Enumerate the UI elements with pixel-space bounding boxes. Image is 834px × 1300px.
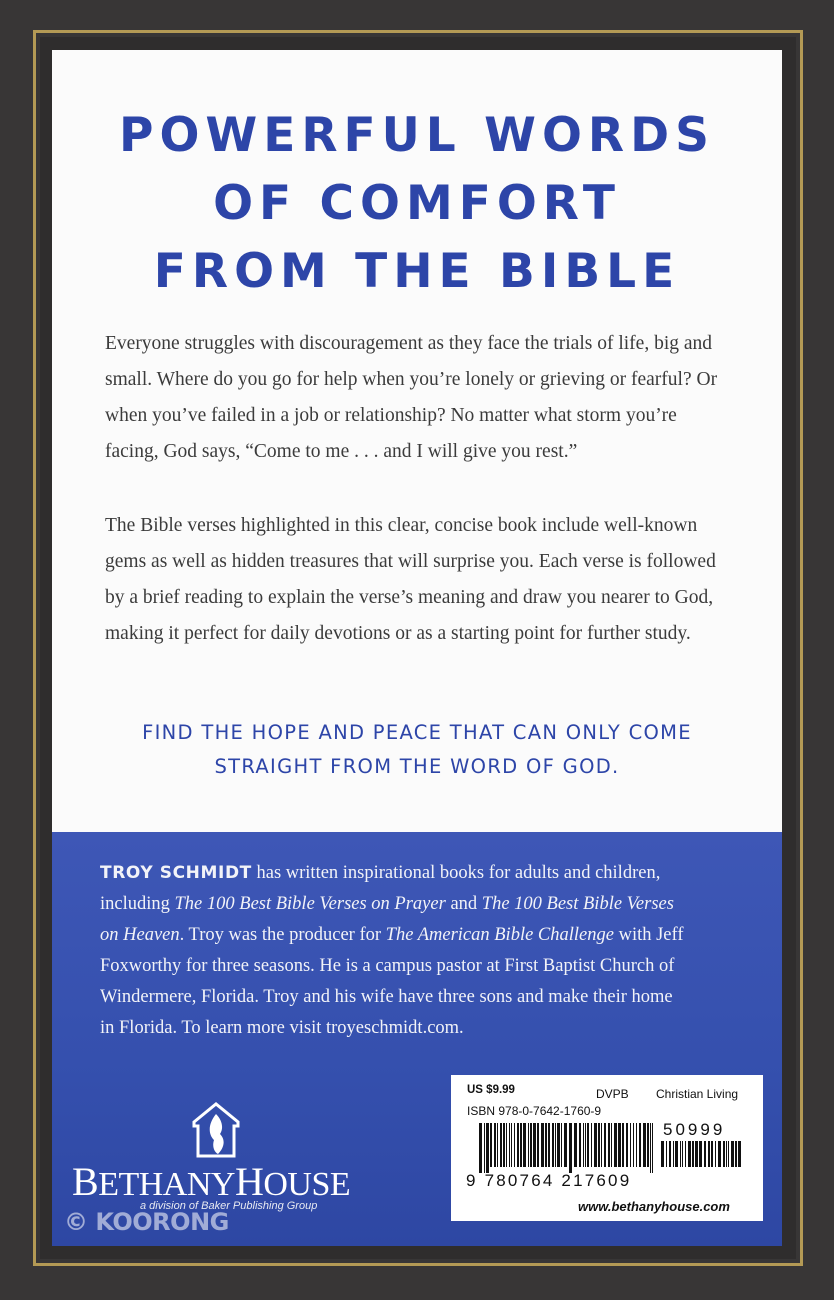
headline-line-3: FROM THE BIBLE bbox=[153, 244, 681, 299]
publisher-name bbox=[72, 1158, 362, 1205]
author-name: TROY SCHMIDT bbox=[100, 863, 252, 883]
barcode-bar bbox=[594, 1123, 597, 1167]
house-flame-icon bbox=[190, 1100, 242, 1160]
website-label: www.bethanyhouse.com bbox=[578, 1199, 730, 1214]
barcode-bar bbox=[633, 1123, 634, 1167]
format-label: DVPB bbox=[596, 1087, 629, 1101]
barcode-bar bbox=[479, 1123, 482, 1173]
barcode-bar bbox=[486, 1123, 489, 1173]
barcode-bar bbox=[545, 1123, 547, 1167]
barcode-bar bbox=[682, 1141, 683, 1167]
barcode-bar bbox=[557, 1123, 560, 1167]
bio-line-5: Windermere, Florida. Troy and his wife have three sons and make their home bbox=[100, 987, 673, 1007]
tagline-line-2: STRAIGHT FROM THE WORD OF GOD. bbox=[214, 755, 620, 778]
publisher-tagline: a division of Baker Publishing Group bbox=[140, 1200, 318, 1212]
category-label: Christian Living bbox=[656, 1087, 739, 1101]
barcode-bar bbox=[728, 1141, 729, 1167]
barcode-bar bbox=[587, 1123, 589, 1167]
bio-line-6: in Florida. To learn more visit troyeschmidt.com. bbox=[100, 1018, 464, 1038]
barcode-bar bbox=[497, 1123, 498, 1167]
barcode-bar bbox=[708, 1141, 710, 1167]
barcode-bar bbox=[643, 1123, 646, 1167]
barcode-bar bbox=[704, 1141, 706, 1167]
bio-text-4: . Troy was the producer for bbox=[179, 925, 386, 945]
barcode-bar bbox=[523, 1123, 526, 1167]
barcode-bar bbox=[661, 1141, 664, 1167]
barcode-bar bbox=[569, 1123, 572, 1173]
barcode-bar bbox=[552, 1123, 554, 1167]
author-bio bbox=[100, 858, 750, 1044]
barcode-bar bbox=[738, 1141, 741, 1167]
barcode-bar bbox=[537, 1123, 539, 1167]
bio-text-2: including bbox=[100, 894, 175, 914]
barcode-bar bbox=[673, 1141, 674, 1167]
barcode-bar bbox=[548, 1123, 550, 1167]
barcode-bar bbox=[718, 1141, 721, 1167]
description-paragraph-1: Everyone struggles with discouragement as they face the trials of life, big and small. Where do you go for help when you’re lonely or grieving or fearful? Or when you’ve failed in a job or relationship? No matter what storm you’re facing, God says, “Come to me . . . and I will give you rest.” bbox=[105, 333, 718, 462]
bio-line-2 bbox=[100, 889, 750, 920]
barcode-bar bbox=[585, 1123, 586, 1167]
price-label: US $9.99 bbox=[467, 1084, 515, 1096]
barcode-bar bbox=[726, 1141, 727, 1167]
barcode-bar bbox=[636, 1123, 637, 1167]
publisher-name-b: B bbox=[72, 1159, 99, 1204]
barcode-bar bbox=[598, 1123, 600, 1167]
barcode-bar bbox=[611, 1123, 612, 1167]
barcode-bar bbox=[731, 1141, 734, 1167]
barcode-bar bbox=[723, 1141, 725, 1167]
barcode-bar bbox=[680, 1141, 681, 1167]
barcode-bar bbox=[626, 1123, 628, 1167]
ean-barcode bbox=[479, 1123, 655, 1173]
barcode-bar bbox=[583, 1123, 584, 1167]
watermark: © KOORONG bbox=[64, 1208, 229, 1236]
barcode-bar bbox=[666, 1141, 667, 1167]
barcode-bar bbox=[618, 1123, 621, 1167]
bio-text-5: with Jeff bbox=[613, 925, 684, 945]
barcode-bar bbox=[490, 1123, 492, 1167]
addon-barcode bbox=[661, 1141, 741, 1173]
barcode-bar bbox=[692, 1141, 694, 1167]
barcode-bar bbox=[711, 1141, 713, 1167]
barcode-bar bbox=[639, 1123, 641, 1167]
barcode-bar bbox=[509, 1123, 510, 1167]
barcode-bar bbox=[555, 1123, 556, 1167]
book-title-heaven-part-1: The 100 Best Bible Verses bbox=[481, 894, 674, 914]
publisher-name-ouse: OUSE bbox=[263, 1166, 351, 1203]
barcode-bar bbox=[530, 1123, 532, 1167]
description-paragraph-2: The Bible verses highlighted in this clear, concise book include well-known gems as well as hidden treasures that will surprise you. Each verse is followed by a brief reading to explain the verse’s meaning and draw you nearer to God, making it perfect for daily devotions or as a starting point for further study. bbox=[105, 515, 716, 644]
isbn-label: ISBN 978-0-7642-1760-9 bbox=[467, 1104, 602, 1118]
barcode-bar bbox=[561, 1123, 562, 1167]
price-barcode-box bbox=[451, 1075, 763, 1221]
barcode-bar bbox=[601, 1123, 602, 1167]
barcode-bar bbox=[652, 1123, 653, 1173]
publisher-logo bbox=[60, 1100, 370, 1220]
book-title-heaven-part-2: on Heaven bbox=[100, 925, 180, 945]
bio-line-1 bbox=[100, 858, 750, 889]
barcode-bar bbox=[604, 1123, 606, 1167]
barcode-bar bbox=[614, 1123, 617, 1167]
barcode-bar bbox=[541, 1123, 544, 1167]
barcode-bar bbox=[608, 1123, 610, 1167]
ean-digits: 9 780764 217609 bbox=[466, 1171, 632, 1190]
barcode-bar bbox=[650, 1123, 651, 1173]
barcode-bar bbox=[484, 1123, 485, 1173]
headline bbox=[52, 102, 782, 306]
publisher-name-ethany: ETHANY bbox=[98, 1166, 235, 1203]
barcode-bar bbox=[564, 1123, 567, 1167]
bio-line-3 bbox=[100, 920, 750, 951]
show-title: The American Bible Challenge bbox=[385, 925, 614, 945]
barcode-bar bbox=[506, 1123, 507, 1167]
barcode-bar bbox=[503, 1123, 505, 1167]
barcode-bar bbox=[533, 1123, 536, 1167]
book-title-prayer: The 100 Best Bible Verses on Prayer bbox=[174, 894, 446, 914]
barcode-bar bbox=[735, 1141, 737, 1167]
headline-line-1: POWERFUL WORDS bbox=[119, 108, 715, 163]
bio-line-4: Foxworthy for three seasons. He is a campus pastor at First Baptist Church of bbox=[100, 956, 675, 976]
barcode-bar bbox=[669, 1141, 671, 1167]
barcode-bar bbox=[647, 1123, 649, 1167]
barcode-bar bbox=[688, 1141, 691, 1167]
barcode-bar bbox=[514, 1123, 515, 1167]
bio-text-3: and bbox=[445, 894, 482, 914]
addon-digits: 50999 bbox=[663, 1120, 726, 1139]
bio-text-1: has written inspirational books for adults and children, bbox=[251, 863, 661, 883]
barcode-bar bbox=[622, 1123, 624, 1167]
barcode-bar bbox=[675, 1141, 678, 1167]
barcode-bar bbox=[520, 1123, 522, 1167]
barcode-bar bbox=[685, 1141, 686, 1167]
barcode-bar bbox=[511, 1123, 512, 1167]
barcode-bar bbox=[715, 1141, 716, 1167]
barcode-bar bbox=[500, 1123, 502, 1167]
barcode-bar bbox=[630, 1123, 631, 1167]
barcode-bar bbox=[579, 1123, 581, 1167]
barcode-bar bbox=[574, 1123, 577, 1167]
barcode-bar bbox=[517, 1123, 519, 1167]
tagline-line-1: FIND THE HOPE AND PEACE THAT CAN ONLY COME bbox=[142, 721, 692, 744]
barcode-bar bbox=[528, 1123, 529, 1167]
publisher-name-h: H bbox=[234, 1159, 264, 1204]
barcode-bar bbox=[591, 1123, 592, 1167]
barcode-bar bbox=[494, 1123, 496, 1167]
headline-line-2: OF COMFORT bbox=[213, 176, 621, 231]
barcode-bar bbox=[699, 1141, 702, 1167]
barcode-bar bbox=[695, 1141, 698, 1167]
tagline bbox=[52, 716, 782, 784]
